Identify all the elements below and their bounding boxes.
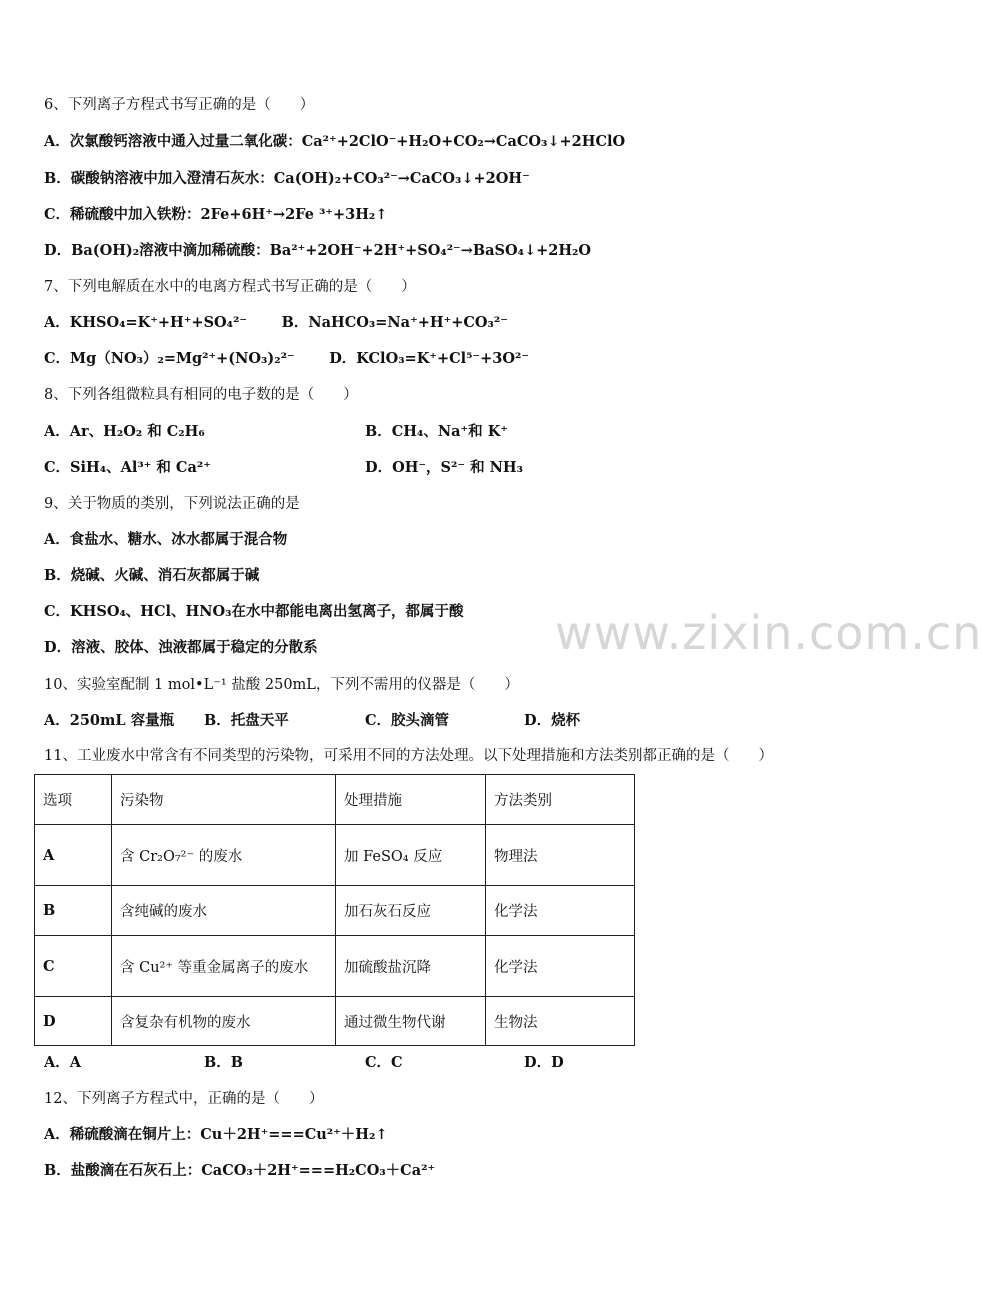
table-row — [35, 825, 635, 886]
question-9-option-d[interactable]: D．溶液、胶体、浊液都属于稳定的分散系 — [44, 639, 318, 656]
question-9-stem: 9、关于物质的类别，下列说法正确的是 — [44, 496, 300, 512]
question-8-option-c[interactable]: C．SiH₄、Al³⁺ 和 Ca²⁺ — [44, 459, 211, 476]
question-7-option-d[interactable]: D．KClO₃=K⁺+Cl⁵⁻+3O²⁻ — [329, 350, 530, 367]
table-row — [35, 936, 635, 997]
question-12-stem: 12、下列离子方程式中，正确的是（ ） — [44, 1091, 324, 1107]
question-8-option-d[interactable]: D．OH⁻，S²⁻ 和 NH₃ — [365, 459, 523, 476]
table-cell: 加 FeSO₄ 反应 — [336, 825, 486, 886]
question-9-option-b[interactable]: B．烧碱、火碱、消石灰都属于碱 — [44, 567, 260, 584]
question-11-option-c[interactable]: C．C — [365, 1054, 403, 1071]
table-cell: 通过微生物代谢 — [336, 997, 486, 1046]
question-7-option-b[interactable]: B．NaHCO₃=Na⁺+H⁺+CO₃²⁻ — [281, 314, 508, 331]
table-cell: 含复杂有机物的废水 — [112, 997, 336, 1046]
question-11-option-b[interactable]: B．B — [204, 1054, 244, 1071]
question-6-option-b[interactable]: B．碳酸钠溶液中加入澄清石灰水：Ca(OH)₂+CO₃²⁻→CaCO₃↓+2OH⁻ — [44, 170, 530, 187]
question-12-option-b[interactable]: B．盐酸滴在石灰石上：CaCO₃＋2H⁺===H₂CO₃＋Ca²⁺ — [44, 1162, 436, 1179]
question-8-stem: 8、下列各组微粒具有相同的电子数的是（ ） — [44, 387, 358, 403]
table-header-row — [35, 775, 635, 825]
question-7-stem: 7、下列电解质在水中的电离方程式书写正确的是（ ） — [44, 279, 416, 295]
watermark: www.zixin.com.cn — [555, 606, 982, 660]
table-cell: D — [35, 997, 112, 1046]
table-cell: 化学法 — [486, 936, 635, 997]
question-11-option-a[interactable]: A．A — [44, 1054, 82, 1071]
table-cell: 生物法 — [486, 997, 635, 1046]
question-10-option-d[interactable]: D．烧杯 — [524, 712, 581, 729]
question-6-option-d[interactable]: D．Ba(OH)₂溶液中滴加稀硫酸：Ba²⁺+2OH⁻+2H⁺+SO₄²⁻→BaSO₄↓+2H₂O — [44, 242, 592, 259]
question-8-option-b[interactable]: B．CH₄、Na⁺和 K⁺ — [365, 423, 508, 440]
table-cell: 物理法 — [486, 825, 635, 886]
table-cell: C — [35, 936, 112, 997]
question-9-option-c[interactable]: C．KHSO₄、HCl、HNO₃在水中都能电离出氢离子，都属于酸 — [44, 603, 464, 620]
question-7-option-c[interactable]: C．Mg（NO₃）₂=Mg²⁺+(NO₃)₂²⁻ — [44, 350, 295, 367]
question-6-option-a[interactable]: A．次氯酸钙溶液中通入过量二氧化碳：Ca²⁺+2ClO⁻+H₂O+CO₂→CaCO₃↓+2HClO — [44, 133, 626, 150]
question-10-option-c[interactable]: C．胶头滴管 — [365, 712, 450, 729]
table-cell: 含纯碱的废水 — [112, 886, 336, 936]
question-6-stem: 6、下列离子方程式书写正确的是（ ） — [44, 97, 315, 113]
question-11-stem: 11、工业废水中常含有不同类型的污染物，可采用不同的方法处理。以下处理措施和方法类别都正确的是（ ） — [44, 748, 773, 764]
table-cell: A — [35, 825, 112, 886]
table-cell: 含 Cr₂O₇²⁻ 的废水 — [112, 825, 336, 886]
question-12-option-a[interactable]: A．稀硫酸滴在铜片上：Cu＋2H⁺===Cu²⁺＋H₂↑ — [44, 1126, 388, 1143]
question-8-option-a[interactable]: A．Ar、H₂O₂ 和 C₂H₆ — [44, 423, 205, 440]
table-header-cell: 方法类别 — [486, 775, 635, 825]
question-11-option-d[interactable]: D．D — [524, 1054, 564, 1071]
table-header-cell: 处理措施 — [336, 775, 486, 825]
question-7-option-a[interactable]: A．KHSO₄=K⁺+H⁺+SO₄²⁻ — [44, 314, 248, 331]
question-10-option-a[interactable]: A．250mL 容量瓶 — [44, 712, 175, 729]
table-cell: 加硫酸盐沉降 — [336, 936, 486, 997]
question-10-option-b[interactable]: B．托盘天平 — [204, 712, 289, 729]
table-cell: 加石灰石反应 — [336, 886, 486, 936]
table-cell: 含 Cu²⁺ 等重金属离子的废水 — [112, 936, 336, 997]
table-header-cell: 污染物 — [112, 775, 336, 825]
table-row — [35, 886, 635, 936]
question-6-option-c[interactable]: C．稀硫酸中加入铁粉：2Fe+6H⁺→2Fe ³⁺+3H₂↑ — [44, 206, 388, 223]
table-cell: B — [35, 886, 112, 936]
table-cell: 化学法 — [486, 886, 635, 936]
question-9-option-a[interactable]: A．食盐水、糖水、冰水都属于混合物 — [44, 531, 288, 548]
pollution-table — [34, 774, 635, 1046]
table-row — [35, 997, 635, 1046]
question-10-stem: 10、实验室配制 1 mol•L⁻¹ 盐酸 250mL，下列不需用的仪器是（ ） — [44, 677, 519, 693]
table-header-cell: 选项 — [35, 775, 112, 825]
